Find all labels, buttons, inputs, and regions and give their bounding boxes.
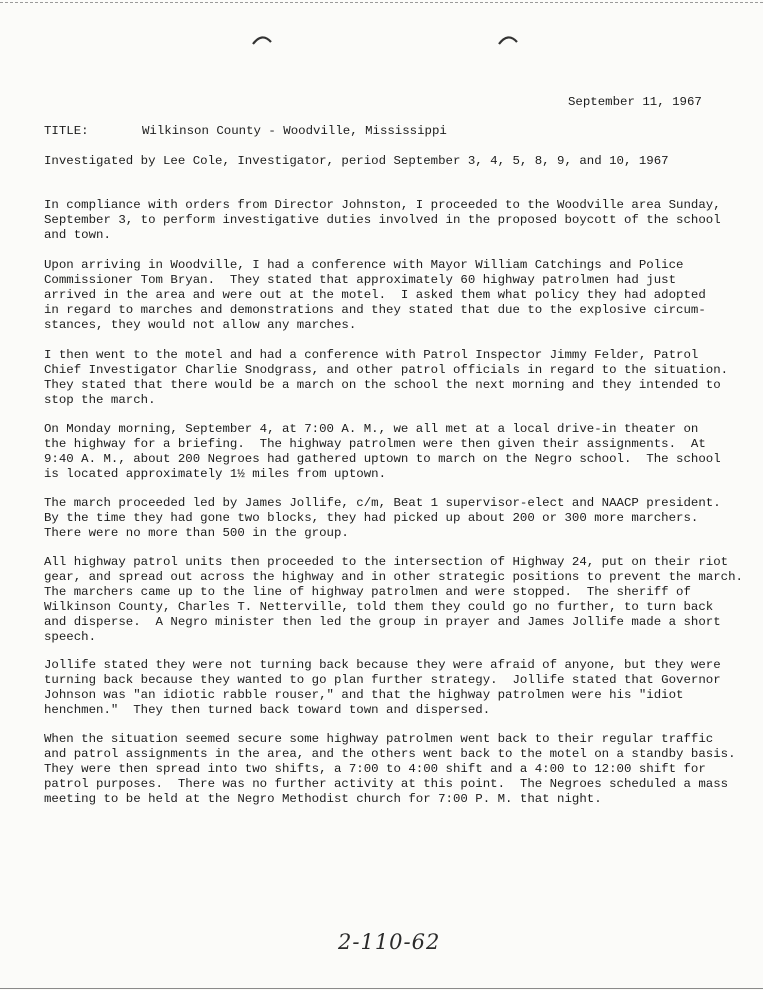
investigated-line: Investigated by Lee Cole, Investigator, period September 3, 4, 5, 8, 9, and 10, 1967 bbox=[44, 154, 669, 168]
handwritten-file-number: 2-110-62 bbox=[338, 930, 441, 954]
memo-date: September 11, 1967 bbox=[568, 95, 702, 109]
paragraph-8: When the situation seemed secure some highway patrolmen went back to their regular traffic and patrol assignments in the area, and the others went back to the motel on a standby basis. They were then spread into two shifts, a 7:00 to 4:00 shift and a 4:00 to 12:00 shift for patrol purposes. There was no further activity at this point. The Negroes scheduled a mass meeting to be held at the Negro Methodist church for 7:00 P. M. that night. bbox=[44, 732, 736, 806]
page-top-edge bbox=[0, 2, 763, 3]
paragraph-6: All highway patrol units then proceeded to the intersection of Highway 24, put on their riot gear, and spread out across the highway and in other strategic positions to prevent the march. The marchers came up to the line of highway patrolmen and were stopped. The sheriff of Wilkinson County, Charles T. Netterville, told them they could go no further, to turn back and disperse. A Negro minister then led the group in prayer and James Jollife made a short speech. bbox=[44, 555, 743, 644]
paragraph-7: Jollife stated they were not turning back because they were afraid of anyone, but they were turning back because they wanted to go plan further strategy. Jollife stated that Governor Johnson was "an idiotic rabble rouser," and that the highway patrolmen were his "idiot henchmen." They then turned back toward town and dispersed. bbox=[44, 658, 721, 717]
page-bottom-edge bbox=[0, 988, 763, 989]
punch-mark-left bbox=[251, 34, 273, 46]
paragraph-4: On Monday morning, September 4, at 7:00 A. M., we all met at a local drive-in theater on the highway for a briefing. The highway patrolmen were then given their assignments. At 9:40 A. M., about 200 Negroes had gathered uptown to march on the Negro school. The school is located approximately 1½ miles from uptown. bbox=[44, 422, 721, 481]
title-label: TITLE: bbox=[44, 124, 89, 138]
paragraph-1: In compliance with orders from Director Johnston, I proceeded to the Woodville area Sunday, September 3, to perform investigative duties involved in the proposed boycott of the school and town. bbox=[44, 198, 721, 242]
title-value: Wilkinson County - Woodville, Mississippi bbox=[142, 124, 447, 138]
punch-mark-right bbox=[497, 34, 519, 46]
paragraph-5: The march proceeded led by James Jollife, c/m, Beat 1 supervisor-elect and NAACP president. By the time they had gone two blocks, they had picked up about 200 or 300 more marchers. There were no more than 500 in the group. bbox=[44, 496, 721, 540]
paragraph-3: I then went to the motel and had a conference with Patrol Inspector Jimmy Felder, Patrol Chief Investigator Charlie Snodgrass, and other patrol officials in regard to the situation. They stated that there would be a march on the school the next morning and they intended to stop the march. bbox=[44, 348, 729, 407]
paragraph-2: Upon arriving in Woodville, I had a conference with Mayor William Catchings and Police Commissioner Tom Bryan. They stated that approximately 60 highway patrolmen had just arrived in the area and were out at the motel. I asked them what policy they had adopted in regard to marches and demonstrations and they stated that due to the explosive circum- stances, they would not allow any marches. bbox=[44, 258, 706, 332]
